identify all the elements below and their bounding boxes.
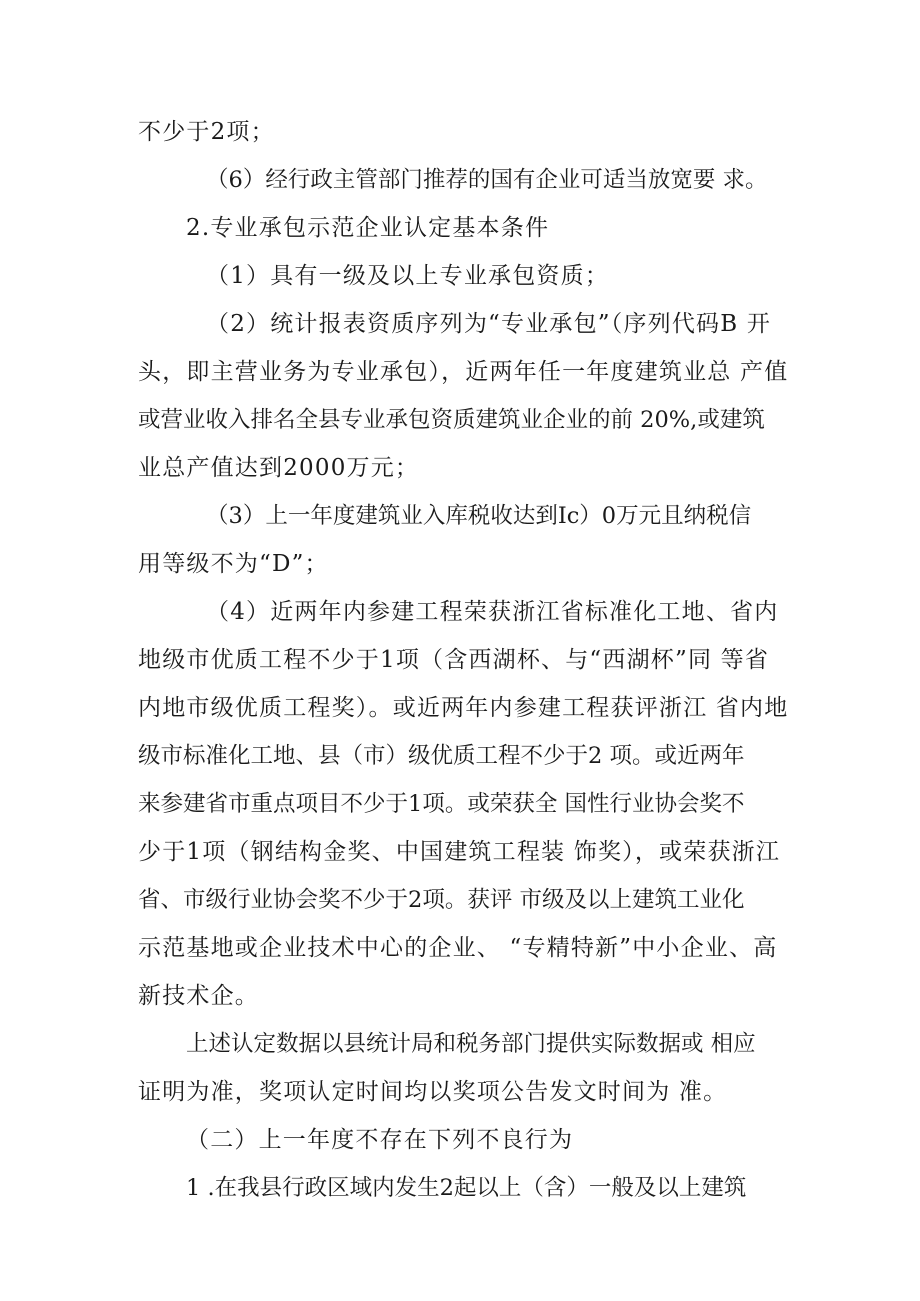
text-line: 新技术企。 bbox=[138, 983, 259, 1009]
text-line: 或营业收入排名全县专业承包资质建筑业企业的前 20%,或建筑 bbox=[138, 407, 765, 433]
text-line: 证明为准，奖项认定时间均以奖项公告发文时间为 准。 bbox=[138, 1079, 728, 1105]
text-line: 用等级不为“D”； bbox=[138, 551, 329, 577]
text-line: 地级市优质工程不少于1项（含西湖杯、与“西湖杯”同 等省 bbox=[138, 647, 770, 673]
text-line: 上述认定数据以县统计局和税务部门提供实际数据或 相应 bbox=[186, 1031, 756, 1057]
text-line: 级市标准化工地、县（市）级优质工程不少于2 项。或近两年 bbox=[138, 743, 745, 769]
text-line: 内地市级优质工程奖）。或近两年内参建工程获评浙江 省内地 bbox=[138, 695, 789, 721]
text-line: （6）经行政主管部门推荐的国有企业可适当放宽要 求。 bbox=[206, 167, 768, 193]
text-line: 来参建省市重点项目不少于1项。或荣获全 国性行业协会奖不 bbox=[138, 791, 745, 817]
text-line: （1）具有一级及以上专业承包资质； bbox=[206, 263, 610, 289]
section-heading: （二）上一年度不存在下列不良行为 bbox=[186, 1127, 574, 1153]
text-line: （2）统计报表资质序列为“专业承包”（序列代码B 开 bbox=[206, 311, 772, 337]
text-line: （4）近两年内参建工程荣获浙江省标准化工地、省内 bbox=[206, 599, 779, 625]
text-line: 1 .在我县行政区域内发生2起以上（含）一般及以上建筑 bbox=[186, 1175, 747, 1201]
text-line: 不少于2项； bbox=[138, 119, 275, 145]
text-line: （3）上一年度建筑业入库税收达到Ic）0万元且纳税信 bbox=[206, 503, 752, 529]
text-line: 示范基地或企业技术中心的企业、 “专精特新”中小企业、高 bbox=[138, 935, 778, 961]
text-line: 少于1项（钢结构金奖、中国建筑工程装 饰奖），或荣获浙江 bbox=[138, 839, 781, 865]
text-line: 业总产值达到2000万元； bbox=[138, 455, 420, 481]
text-line: 省、市级行业协会奖不少于2项。获评 市级及以上建筑工业化 bbox=[138, 887, 745, 913]
text-line: 头，即主营业务为专业承包），近两年任一年度建筑业总 产值 bbox=[138, 359, 789, 385]
section-heading: 2.专业承包示范企业认定基本条件 bbox=[186, 215, 550, 241]
